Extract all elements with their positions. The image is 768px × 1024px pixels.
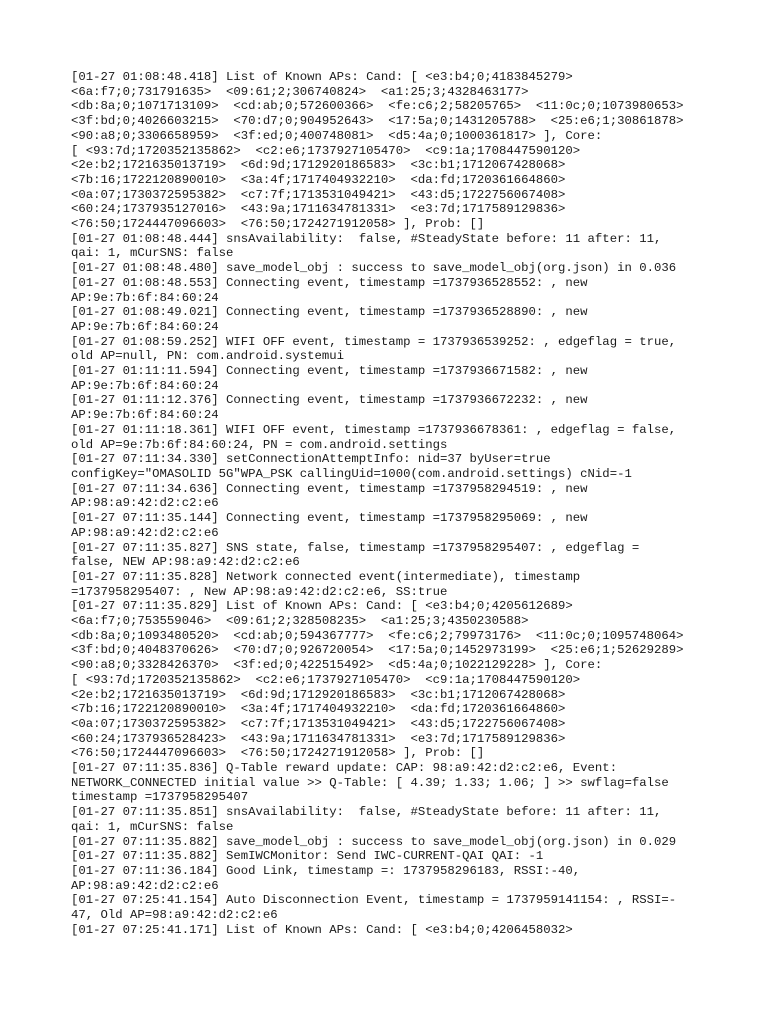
log-line: [01-27 07:11:35.851] snsAvailability: false, #SteadyState before: 11 after: 11, [71, 805, 662, 820]
log-line: [01-27 07:11:34.636] Connecting event, timestamp =1737958294519: , new [71, 481, 588, 496]
log-line: [01-27 07:25:41.154] Auto Disconnection Event, timestamp = 1737959141154: , RSSI=- [71, 893, 677, 908]
log-line: [01-27 01:08:48.553] Connecting event, timestamp =1737936528552: , new [71, 275, 588, 290]
log-line: AP:9e:7b:6f:84:60:24 [71, 378, 219, 393]
log-line: [01-27 07:11:35.829] List of Known APs: Cand: [ <e3:b4;0;4205612689> [71, 599, 573, 614]
log-line: <7b:16;1722120890010> <3a:4f;1717404932210> <da:fd;1720361664860> [71, 702, 566, 717]
log-line: AP:9e:7b:6f:84:60:24 [71, 319, 219, 334]
log-line: AP:98:a9:42:d2:c2:e6 [71, 525, 219, 540]
log-line: [01-27 07:11:35.827] SNS state, false, timestamp =1737958295407: , edgeflag = [71, 540, 640, 555]
log-line: [ <93:7d;1720352135862> <c2:e6;1737927105470> <c9:1a;1708447590120> [71, 143, 581, 158]
log-line: NETWORK_CONNECTED initial value >> Q-Table: [ 4.39; 1.33; 1.06; ] >> swflag=false [71, 775, 669, 790]
log-line: [01-27 07:11:34.330] setConnectionAttemptInfo: nid=37 byUser=true [71, 452, 551, 467]
log-line: [01-27 07:11:35.828] Network connected event(intermediate), timestamp [71, 569, 581, 584]
log-line: =1737958295407: , New AP:98:a9:42:d2:c2:e6, SS:true [71, 584, 448, 599]
log-line: qai: 1, mCurSNS: false [71, 819, 234, 834]
log-line: old AP=null, PN: com.android.systemui [71, 349, 345, 364]
log-line: [01-27 07:11:36.184] Good Link, timestamp =: 1737958296183, RSSI:-40, [71, 863, 581, 878]
log-line: <db:8a;0;1093480520> <cd:ab;0;594367777> <fe:c6;2;79973176> <11:0c;0;1095748064> [71, 628, 684, 643]
log-line: <3f:bd;0;4026603215> <70:d7;0;904952643> <17:5a;0;1431205788> <25:e6;1;30861878> [71, 114, 684, 129]
log-line: [01-27 07:11:35.882] SemIWCMonitor: Send IWC-CURRENT-QAI QAI: -1 [71, 849, 544, 864]
log-line: [01-27 07:11:35.882] save_model_obj : success to save_model_obj(org.json) in 0.029 [71, 834, 677, 849]
log-line: <7b:16;1722120890010> <3a:4f;1717404932210> <da:fd;1720361664860> [71, 172, 566, 187]
log-line: <0a:07;1730372595382> <c7:7f;1713531049421> <43:d5;1722756067408> [71, 187, 566, 202]
log-line: <6a:f7;0;753559046> <09:61;2;328508235> <a1:25;3;4350230588> [71, 614, 529, 629]
log-line: <0a:07;1730372595382> <c7:7f;1713531049421> <43:d5;1722756067408> [71, 716, 566, 731]
log-line: [01-27 01:11:18.361] WIFI OFF event, timestamp =1737936678361: , edgeflag = false, [71, 422, 677, 437]
log-line: [01-27 01:11:12.376] Connecting event, timestamp =1737936672232: , new [71, 393, 588, 408]
log-line: <60:24;1737935127016> <43:9a;1711634781331> <e3:7d;1717589129836> [71, 202, 566, 217]
log-line: <76:50;1724447096603> <76:50;1724271912058> ], Prob: [] [71, 746, 485, 761]
log-line: qai: 1, mCurSNS: false [71, 246, 234, 261]
log-line: <2e:b2;1721635013719> <6d:9d;1712920186583> <3c:b1;1712067428068> [71, 158, 566, 173]
log-line: AP:98:a9:42:d2:c2:e6 [71, 878, 219, 893]
log-text [71, 70, 748, 937]
log-line: <90:a8;0;3306658959> <3f:ed;0;400748081> <d5:4a;0;1000361817> ], Core: [71, 128, 603, 143]
log-line: <2e:b2;1721635013719> <6d:9d;1712920186583> <3c:b1;1712067428068> [71, 687, 566, 702]
log-line: [01-27 01:08:48.444] snsAvailability: false, #SteadyState before: 11 after: 11, [71, 231, 662, 246]
log-line: false, NEW AP:98:a9:42:d2:c2:e6 [71, 555, 300, 570]
log-line: AP:9e:7b:6f:84:60:24 [71, 408, 219, 423]
log-line: [01-27 01:08:59.252] WIFI OFF event, timestamp = 1737936539252: , edgeflag = true, [71, 334, 677, 349]
log-line: <db:8a;0;1071713109> <cd:ab;0;572600366> <fe:c6;2;58205765> <11:0c;0;1073980653> [71, 99, 684, 114]
log-line: [01-27 01:08:49.021] Connecting event, timestamp =1737936528890: , new [71, 305, 588, 320]
log-line: [ <93:7d;1720352135862> <c2:e6;1737927105470> <c9:1a;1708447590120> [71, 672, 581, 687]
log-line: <90:a8;0;3328426370> <3f:ed;0;422515492> <d5:4a;0;1022129228> ], Core: [71, 658, 603, 673]
log-line: <3f:bd;0;4048370626> <70:d7;0;926720054> <17:5a;0;1452973199> <25:e6;1;52629289> [71, 643, 684, 658]
log-line: [01-27 07:11:35.144] Connecting event, timestamp =1737958295069: , new [71, 511, 588, 526]
log-line: <76:50;1724447096603> <76:50;1724271912058> ], Prob: [] [71, 217, 485, 232]
log-line: [01-27 01:08:48.480] save_model_obj : success to save_model_obj(org.json) in 0.036 [71, 261, 677, 276]
log-line: timestamp =1737958295407 [71, 790, 249, 805]
log-line: [01-27 01:11:11.594] Connecting event, timestamp =1737936671582: , new [71, 364, 588, 379]
log-line: 47, Old AP=98:a9:42:d2:c2:e6 [71, 908, 278, 923]
log-line: <60:24;1737936528423> <43:9a;1711634781331> <e3:7d;1717589129836> [71, 731, 566, 746]
log-line: AP:9e:7b:6f:84:60:24 [71, 290, 219, 305]
log-line: [01-27 01:08:48.418] List of Known APs: Cand: [ <e3:b4;0;4183845279> [71, 70, 573, 84]
log-line: configKey="OMASOLID 5G"WPA_PSK callingUid=1000(com.android.settings) cNid=-1 [71, 466, 632, 481]
log-line: [01-27 07:11:35.836] Q-Table reward update: CAP: 98:a9:42:d2:c2:e6, Event: [71, 761, 618, 776]
log-line: [01-27 07:25:41.171] List of Known APs: Cand: [ <e3:b4;0;4206458032> [71, 922, 573, 937]
log-line: old AP=9e:7b:6f:84:60:24, PN = com.android.settings [71, 437, 448, 452]
log-line: <6a:f7;0;731791635> <09:61;2;306740824> <a1:25;3;4328463177> [71, 84, 529, 99]
log-line: AP:98:a9:42:d2:c2:e6 [71, 496, 219, 511]
